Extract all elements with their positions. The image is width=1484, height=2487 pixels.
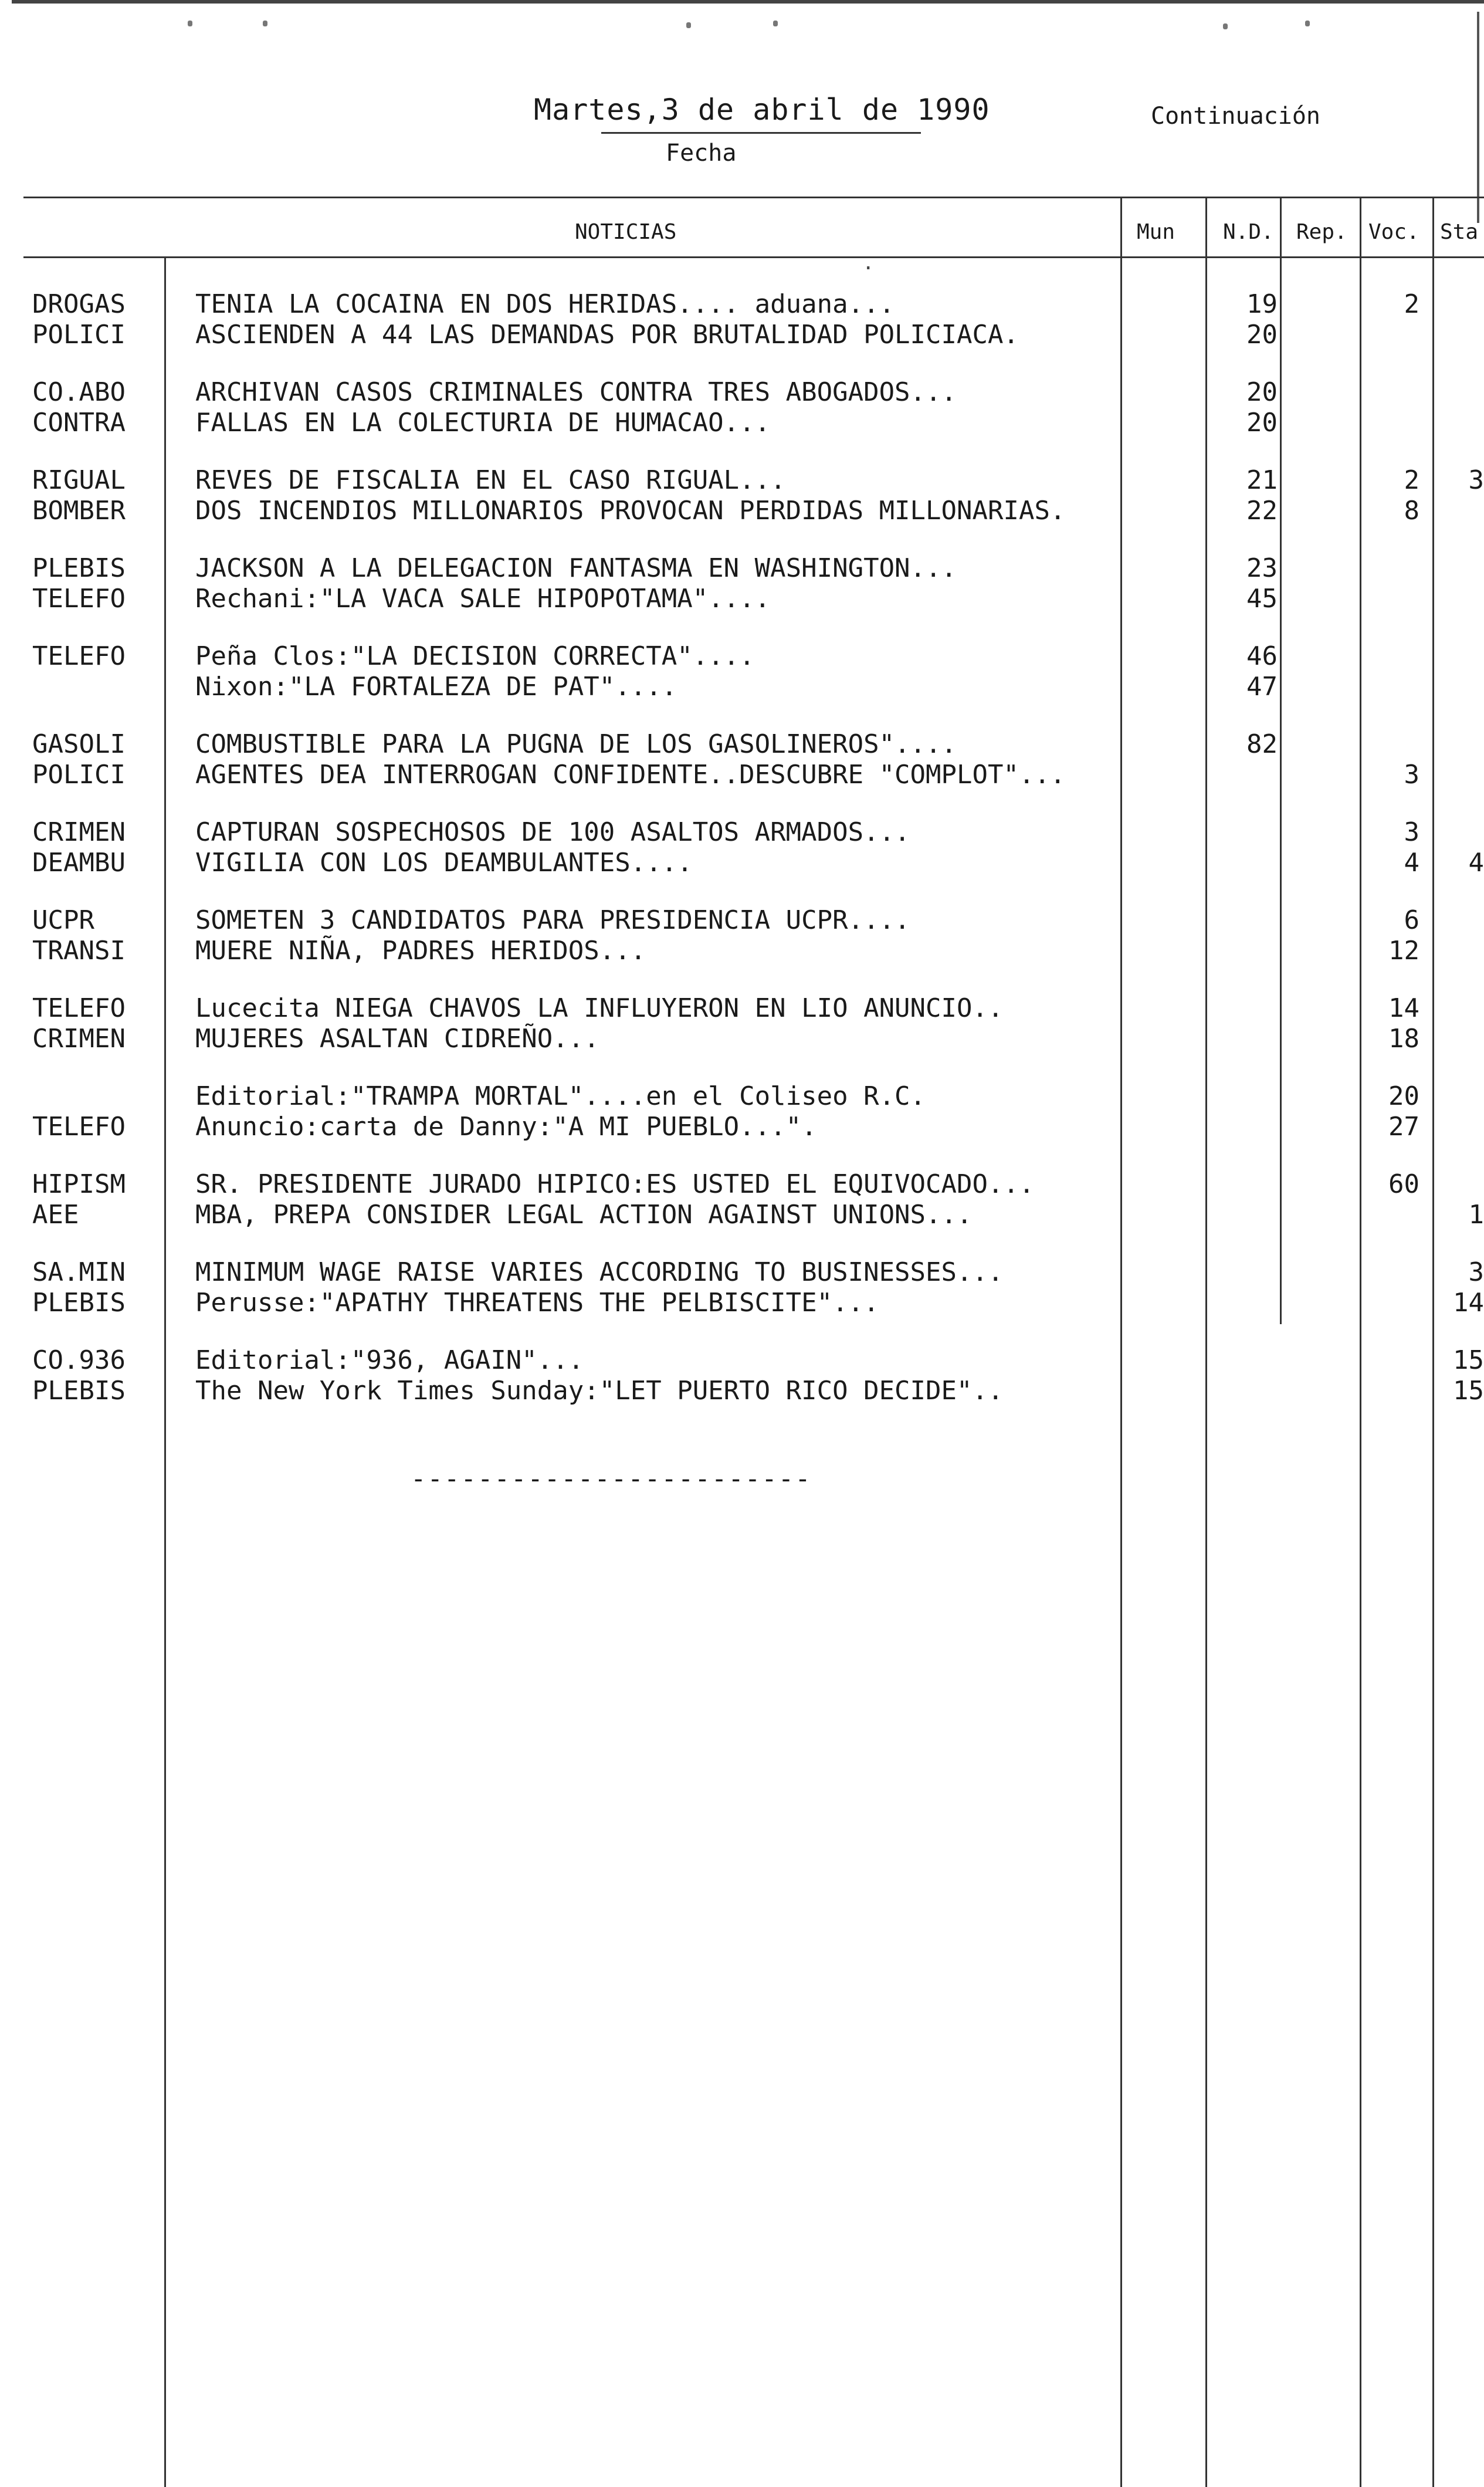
date-caption: Fecha	[666, 140, 737, 167]
row-story-headline: MBA, PREPA CONSIDER LEGAL ACTION AGAINST UNIONS...	[195, 1200, 973, 1230]
row-section-code: PLEBIS	[32, 553, 126, 583]
row-nd-page: 20	[1246, 408, 1278, 438]
column-header-sta: Sta	[1440, 220, 1479, 244]
row-section-code: CO.ABO	[32, 377, 126, 407]
row-section-code: POLICI	[32, 760, 126, 790]
voc-column-divider	[1432, 198, 1434, 2487]
column-header-noticias: NOTICIAS	[575, 220, 677, 244]
row-voc-page: 2	[1404, 289, 1419, 319]
row-section-code: CRIMEN	[32, 1024, 126, 1054]
row-nd-page: 20	[1246, 320, 1278, 350]
end-of-list-dashes: ------------------------	[411, 1464, 812, 1494]
row-voc-page: 8	[1404, 496, 1419, 526]
row-section-code: AEE	[32, 1200, 79, 1230]
row-section-code: UCPR	[32, 905, 94, 935]
row-voc-page: 4	[1404, 848, 1419, 878]
row-voc-page: 27	[1388, 1112, 1419, 1142]
row-section-code: BOMBER	[32, 496, 126, 526]
scan-speck	[686, 22, 691, 28]
row-nd-page: 20	[1246, 377, 1278, 407]
row-story-headline: Rechani:"LA VACA SALE HIPOPOTAMA"....	[195, 584, 771, 614]
row-section-code: PLEBIS	[32, 1288, 126, 1318]
row-sta-page: 15	[1453, 1376, 1484, 1406]
header-bottom-rule	[23, 256, 1484, 258]
row-story-headline: DOS INCENDIOS MILLONARIOS PROVOCAN PERDIDAS MILLONARIAS.	[195, 496, 1066, 526]
row-voc-page: 6	[1404, 905, 1419, 935]
row-voc-page: 3	[1404, 817, 1419, 847]
scan-speck	[1223, 23, 1228, 29]
row-section-code: TELEFO	[32, 584, 126, 614]
row-section-code: DEAMBU	[32, 848, 126, 878]
row-section-code: HIPISM	[32, 1169, 126, 1199]
row-story-headline: The New York Times Sunday:"LET PUERTO RICO DECIDE"..	[195, 1376, 1004, 1406]
scan-speck	[1305, 21, 1310, 26]
row-section-code: CO.936	[32, 1345, 126, 1375]
row-section-code: PLEBIS	[32, 1376, 126, 1406]
row-section-code: GASOLI	[32, 729, 126, 759]
date-underline	[601, 132, 921, 134]
row-story-headline: FALLAS EN LA COLECTURIA DE HUMACAO...	[195, 408, 771, 438]
row-story-headline: CAPTURAN SOSPECHOSOS DE 100 ASALTOS ARMADOS...	[195, 817, 910, 847]
row-nd-page: 21	[1246, 465, 1278, 495]
row-section-code: CRIMEN	[32, 817, 126, 847]
rep-column-divider	[1360, 198, 1361, 2487]
row-sta-page: 1	[1468, 1200, 1484, 1230]
row-nd-page: 82	[1246, 729, 1278, 759]
column-header-mun: Mun	[1137, 220, 1175, 244]
right-edge-rule	[1477, 12, 1479, 223]
section-column-divider	[164, 256, 166, 2487]
table-top-rule	[23, 197, 1484, 198]
row-section-code: POLICI	[32, 320, 126, 350]
row-section-code: TELEFO	[32, 993, 126, 1023]
row-story-headline: ARCHIVAN CASOS CRIMINALES CONTRA TRES ABOGADOS...	[195, 377, 957, 407]
row-voc-page: 14	[1388, 993, 1419, 1023]
row-story-headline: AGENTES DEA INTERROGAN CONFIDENTE..DESCUBRE "COMPLOT"...	[195, 760, 1066, 790]
row-sta-page: 3	[1468, 1257, 1484, 1287]
column-header-rep: Rep.	[1296, 220, 1347, 244]
row-story-headline: Peña Clos:"LA DECISION CORRECTA"....	[195, 641, 755, 671]
scan-speck	[263, 21, 267, 26]
row-nd-page: 23	[1246, 553, 1278, 583]
row-section-code: TRANSI	[32, 936, 126, 966]
row-sta-page: 4	[1468, 848, 1484, 878]
row-section-code: SA.MIN	[32, 1257, 126, 1287]
row-sta-page: 14	[1453, 1288, 1484, 1318]
row-story-headline: MUERE NIÑA, PADRES HERIDOS...	[195, 936, 646, 966]
row-story-headline: Perusse:"APATHY THREATENS THE PELBISCITE"...	[195, 1288, 879, 1318]
continuation-label: Continuación	[1151, 103, 1320, 130]
row-section-code: RIGUAL	[32, 465, 126, 495]
row-story-headline: REVES DE FISCALIA EN EL CASO RIGUAL...	[195, 465, 786, 495]
date: Martes,3 de abril de 1990	[534, 93, 990, 127]
row-voc-page: 60	[1388, 1169, 1419, 1199]
row-story-headline: TENIA LA COCAINA EN DOS HERIDAS.... aduana...	[195, 289, 895, 319]
row-story-headline: COMBUSTIBLE PARA LA PUGNA DE LOS GASOLINEROS"....	[195, 729, 957, 759]
row-story-headline: JACKSON A LA DELEGACION FANTASMA EN WASHINGTON...	[195, 553, 957, 583]
row-nd-page: 45	[1246, 584, 1278, 614]
nd-column-divider	[1280, 198, 1282, 1324]
row-story-headline: VIGILIA CON LOS DEAMBULANTES....	[195, 848, 693, 878]
row-voc-page: 20	[1388, 1081, 1419, 1111]
scan-speck	[188, 21, 192, 26]
row-story-headline: Editorial:"TRAMPA MORTAL"....en el Coliseo R.C.	[195, 1081, 926, 1111]
row-section-code: CONTRA	[32, 408, 126, 438]
row-story-headline: Anuncio:carta de Danny:"A MI PUEBLO...".	[195, 1112, 817, 1142]
row-story-headline: SOMETEN 3 CANDIDATOS PARA PRESIDENCIA UCPR....	[195, 905, 910, 935]
row-voc-page: 2	[1404, 465, 1419, 495]
row-sta-page: 3	[1468, 465, 1484, 495]
row-nd-page: 19	[1246, 289, 1278, 319]
row-story-headline: Nixon:"LA FORTALEZA DE PAT"....	[195, 672, 677, 702]
row-sta-page: 15	[1453, 1345, 1484, 1375]
column-header-voc: Voc.	[1368, 220, 1419, 244]
row-story-headline: MUJERES ASALTAN CIDREÑO...	[195, 1024, 599, 1054]
row-story-headline: SR. PRESIDENTE JURADO HIPICO:ES USTED EL EQUIVOCADO...	[195, 1169, 1035, 1199]
row-section-code: DROGAS	[32, 289, 126, 319]
row-story-headline: Editorial:"936, AGAIN"...	[195, 1345, 584, 1375]
row-story-headline: MINIMUM WAGE RAISE VARIES ACCORDING TO BUSINESSES...	[195, 1257, 1004, 1287]
row-story-headline: Lucecita NIEGA CHAVOS LA INFLUYERON EN LIO ANUNCIO..	[195, 993, 1004, 1023]
row-section-code: TELEFO	[32, 1112, 126, 1142]
scan-tick: .	[862, 251, 875, 275]
column-header-nd: N.D.	[1223, 220, 1274, 244]
row-story-headline: ASCIENDEN A 44 LAS DEMANDAS POR BRUTALIDAD POLICIACA.	[195, 320, 1019, 350]
row-voc-page: 12	[1388, 936, 1419, 966]
row-voc-page: 3	[1404, 760, 1419, 790]
row-nd-page: 22	[1246, 496, 1278, 526]
row-section-code: TELEFO	[32, 641, 126, 671]
top-edge-rule	[12, 0, 1484, 4]
mun-column-divider	[1205, 198, 1207, 2487]
scan-speck	[773, 21, 778, 26]
row-nd-page: 47	[1246, 672, 1278, 702]
row-nd-page: 46	[1246, 641, 1278, 671]
noticias-column-divider	[1120, 198, 1122, 2487]
row-voc-page: 18	[1388, 1024, 1419, 1054]
